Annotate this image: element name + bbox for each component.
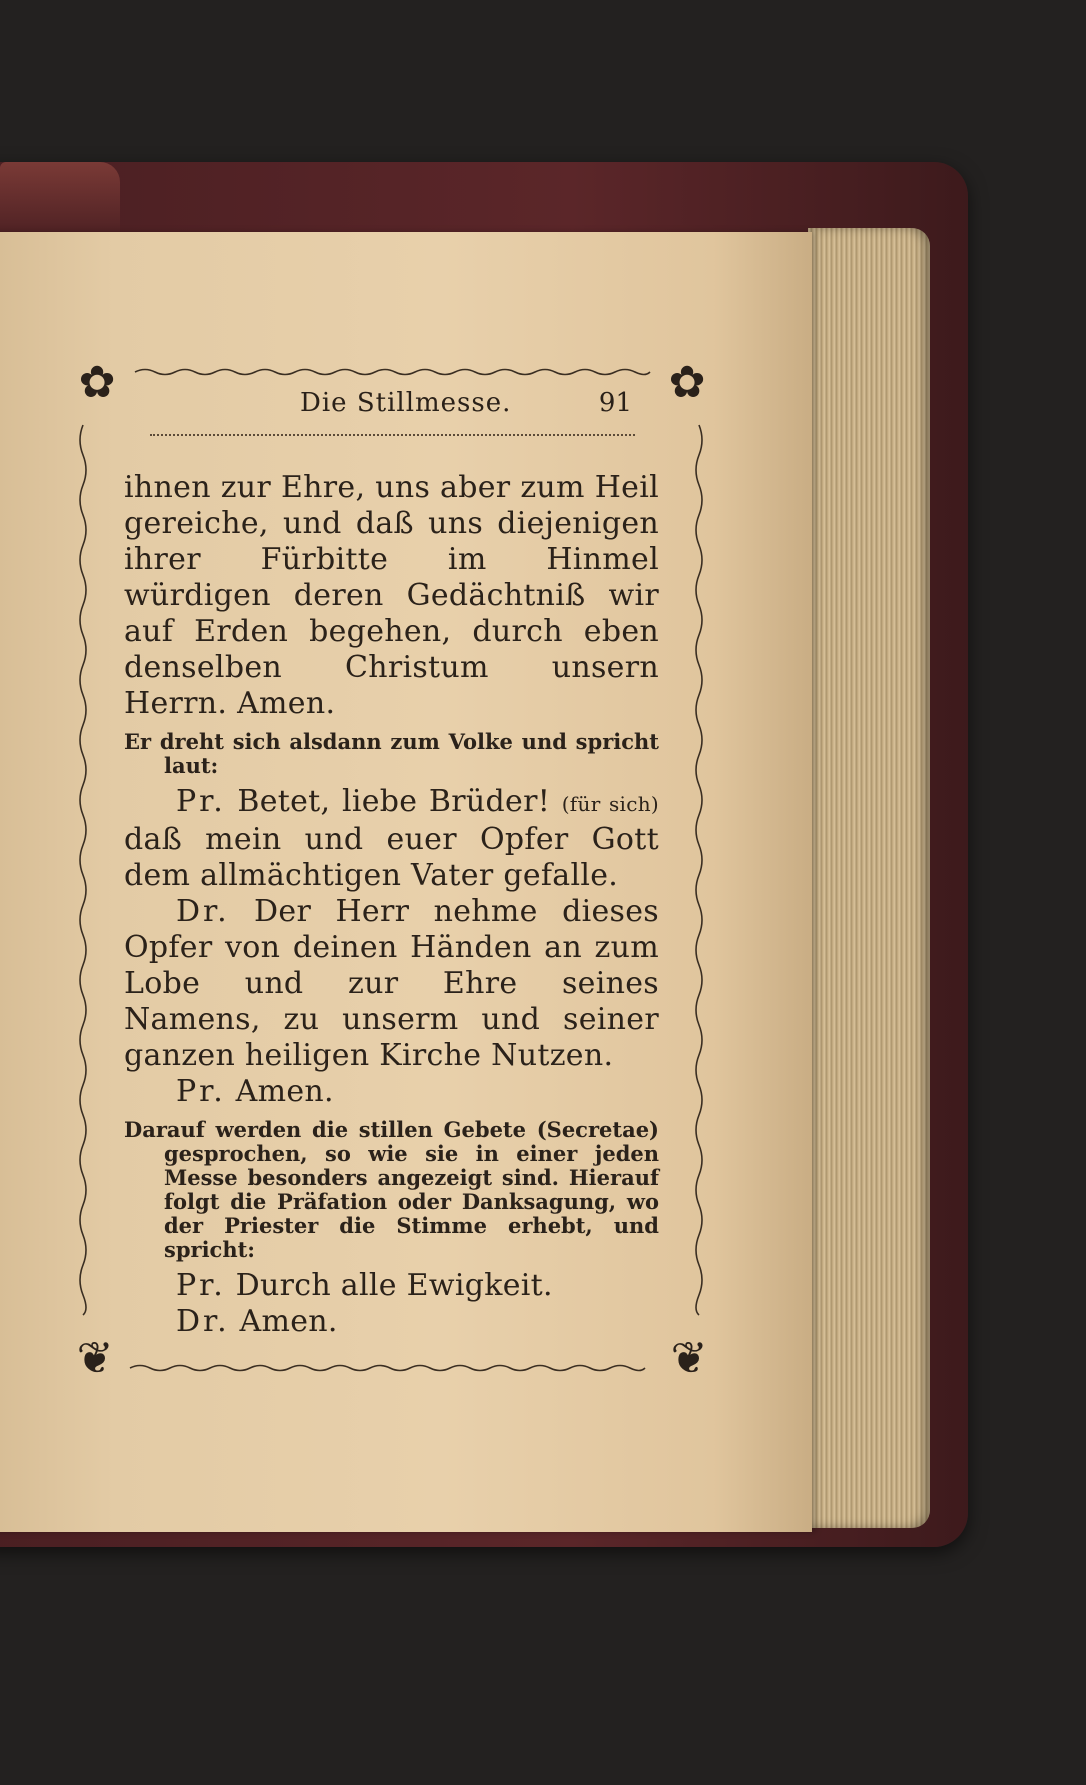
speaker-label: Pr. <box>176 1074 226 1109</box>
floral-corner-icon: ❦ <box>670 1333 708 1384</box>
speaker-label: Dr. <box>176 1304 230 1339</box>
speaker-label: Pr. <box>176 784 226 819</box>
book-spine <box>0 162 120 242</box>
speaker-label: Pr. <box>176 1268 226 1303</box>
rubric-1: Er dreht sich alsdann zum Volke und spricht laut: <box>124 729 659 778</box>
server-line-1 <box>124 894 659 1074</box>
priest-line-1-text: Betet, liebe Brüder! <box>237 784 551 819</box>
paragraph-1: ihnen zur Ehre, uns aber zum Heil gereiche, und daß uns diejenigen ihrer Fürbitte im Hinmel würdigen deren Gedächtniß wir auf Erden begehen, durch eben denselben Christum unsern Herrn. Amen. <box>124 470 659 721</box>
page-body <box>124 470 659 1340</box>
priest-line-3 <box>124 1268 659 1304</box>
header-divider <box>150 434 635 436</box>
header-title: Die Stillmesse. <box>300 388 512 418</box>
rubric-2: Darauf werden die stillen Gebete (Secretae) gesprochen, so wie sie in einer jeden Messe besonders angezeigt sind. Hierauf folgt die Präfation oder Danksagung, wo der Priester die Stimme erhebt, und spricht: <box>124 1117 659 1262</box>
priest-line-1-cont: daß mein und euer Opfer Gott dem allmächtigen Vater gefalle. <box>124 822 659 893</box>
floral-corner-icon: ✿ <box>78 357 116 408</box>
page-number: 91 <box>598 388 632 418</box>
running-header <box>150 388 640 428</box>
floral-corner-icon: ✿ <box>668 357 706 408</box>
speaker-label: Dr. <box>176 894 230 929</box>
aside-note: (für sich) <box>561 792 659 816</box>
priest-line-2-text: Amen. <box>235 1074 334 1109</box>
frame-bottom-line <box>130 1366 645 1371</box>
page-edges <box>808 228 930 1528</box>
server-line-2-text: Amen. <box>239 1304 338 1339</box>
frame-right-line <box>696 425 702 1315</box>
floral-corner-icon: ❦ <box>76 1333 114 1384</box>
server-line-1-text: Der Herr nehme dieses Opfer von deinen Händen an zum Lobe und zur Ehre seines Namens, zu unserm und seiner ganzen heiligen Kirche Nutzen. <box>124 894 659 1073</box>
priest-line-1 <box>124 784 659 894</box>
frame-left-line <box>80 425 86 1315</box>
frame-top-line <box>135 370 650 375</box>
priest-line-2 <box>124 1074 659 1110</box>
priest-line-3-text: Durch alle Ewigkeit. <box>235 1268 553 1303</box>
server-line-2 <box>124 1304 659 1340</box>
